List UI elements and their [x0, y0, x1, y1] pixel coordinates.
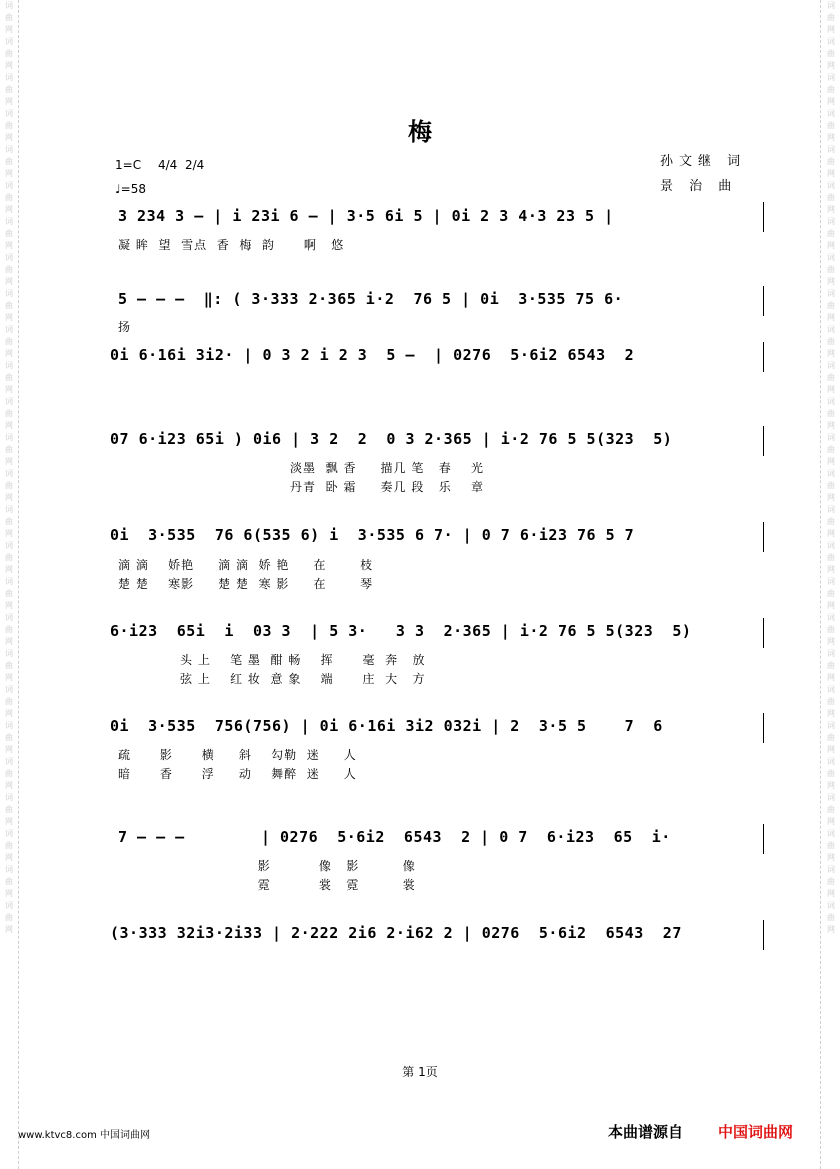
- system-4-notes: 07 6·i23 65i ) 0i6 | 3 2 2 0 3 2·365 | i·2 76 5 5(323 5): [110, 430, 673, 448]
- site-url[interactable]: www.ktvc8.com 中国词曲网: [18, 1130, 151, 1141]
- barline: [763, 286, 764, 316]
- system-7-lyrics-verse1: 疏 影 横 斜 勾勒 迷 人: [118, 748, 357, 762]
- system-8-lyrics-verse1: 影 像 影 像: [200, 859, 416, 873]
- system-4-lyrics-verse2: 丹青 卧 霜 奏几 段 乐 章: [290, 480, 485, 494]
- key-signature: 1=C: [115, 158, 142, 172]
- barline: [763, 342, 764, 372]
- system-2-notes: 5 – – – ‖: ( 3·333 2·365 i·2 76 5 | 0i 3·535 75 6·: [118, 290, 624, 308]
- barline: [763, 202, 764, 232]
- page-number: 第 1页: [402, 1065, 438, 1079]
- tempo-marking: ♩=58: [115, 182, 146, 196]
- system-7-notes: 0i 3·535 756(756) | 0i 6·16i 3i2 032i | 2 3·5 5 7 6: [110, 717, 663, 735]
- system-3-notes: 0i 6·16i 3i2· | 0 3 2 i 2 3 5 – | 0276 5·6i2 6543 2: [110, 346, 635, 364]
- system-5-notes: 0i 3·535 76 6(535 6) i 3·535 6 7· | 0 7 6·i23 76 5 7: [110, 526, 635, 544]
- system-6-lyrics-verse2: 弦 上 红 妆 意 象 端 庄 大 方: [180, 672, 426, 686]
- system-9-notes: (3·333 32i3·2i33 | 2·222 2i6 2·i62 2 | 0276 5·6i2 6543 27: [110, 924, 682, 942]
- system-1-notes: 3 234 3 – | i 23i 6 – | 3·5 6i 5 | 0i 2 3 4·3 23 5 |: [118, 207, 614, 225]
- song-title: 梅: [408, 118, 432, 146]
- lyricist-credit: 孙文继 词: [660, 154, 747, 169]
- system-5-lyrics-verse2: 楚 楚 寒影 楚 楚 寒 影 在 琴: [118, 577, 374, 591]
- watermark-left: 词曲网词曲网词曲网词曲网词曲网词曲网词曲网词曲网词曲网词曲网词曲网词曲网词曲网词曲网词曲网词曲网词曲网词曲网词曲网词曲网词曲网词曲网词曲网词曲网词曲网词曲网: [5, 1, 13, 934]
- barline: [763, 618, 764, 648]
- system-6-lyrics-verse1: 头 上 笔 墨 酣 畅 挥 毫 奔 放: [180, 653, 426, 667]
- barline: [763, 522, 764, 552]
- right-dashed-border: [820, 0, 821, 1169]
- system-8-notes: 7 – – – | 0276 5·6i2 6543 2 | 0 7 6·i23 65 i·: [118, 828, 671, 846]
- brand-logo-text[interactable]: 中国词曲网: [718, 1123, 794, 1141]
- barline: [763, 920, 764, 950]
- barline: [763, 713, 764, 743]
- system-4-lyrics-verse1: 淡墨 飘 香 描几 笔 春 光: [290, 461, 485, 475]
- system-7-lyrics-verse2: 暗 香 浮 动 舞醉 迷 人: [118, 767, 357, 781]
- watermark-right: 词曲网词曲网词曲网词曲网词曲网词曲网词曲网词曲网词曲网词曲网词曲网词曲网词曲网词曲网词曲网词曲网词曲网词曲网词曲网词曲网词曲网词曲网词曲网词曲网词曲网词曲网: [827, 1, 835, 934]
- source-label: 本曲谱源自: [608, 1123, 684, 1141]
- left-dashed-border: [18, 0, 19, 1169]
- system-6-notes: 6·i23 65i i 03 3 | 5 3· 3 3 2·365 | i·2 76 5 5(323 5): [110, 622, 692, 640]
- barline: [763, 426, 764, 456]
- system-1-lyrics: 凝 眸 望 雪点 香 梅 韵 啊 悠: [118, 238, 345, 252]
- system-8-lyrics-verse2: 霓 裳 霓 裳: [200, 878, 416, 892]
- system-2-lyrics: 扬: [118, 320, 132, 334]
- barline: [763, 824, 764, 854]
- system-5-lyrics-verse1: 滴 滴 娇艳 滴 滴 娇 艳 在 枝: [118, 558, 374, 572]
- time-signature: 4/4 2/4: [158, 158, 205, 172]
- composer-credit: 景 治 曲: [660, 179, 738, 194]
